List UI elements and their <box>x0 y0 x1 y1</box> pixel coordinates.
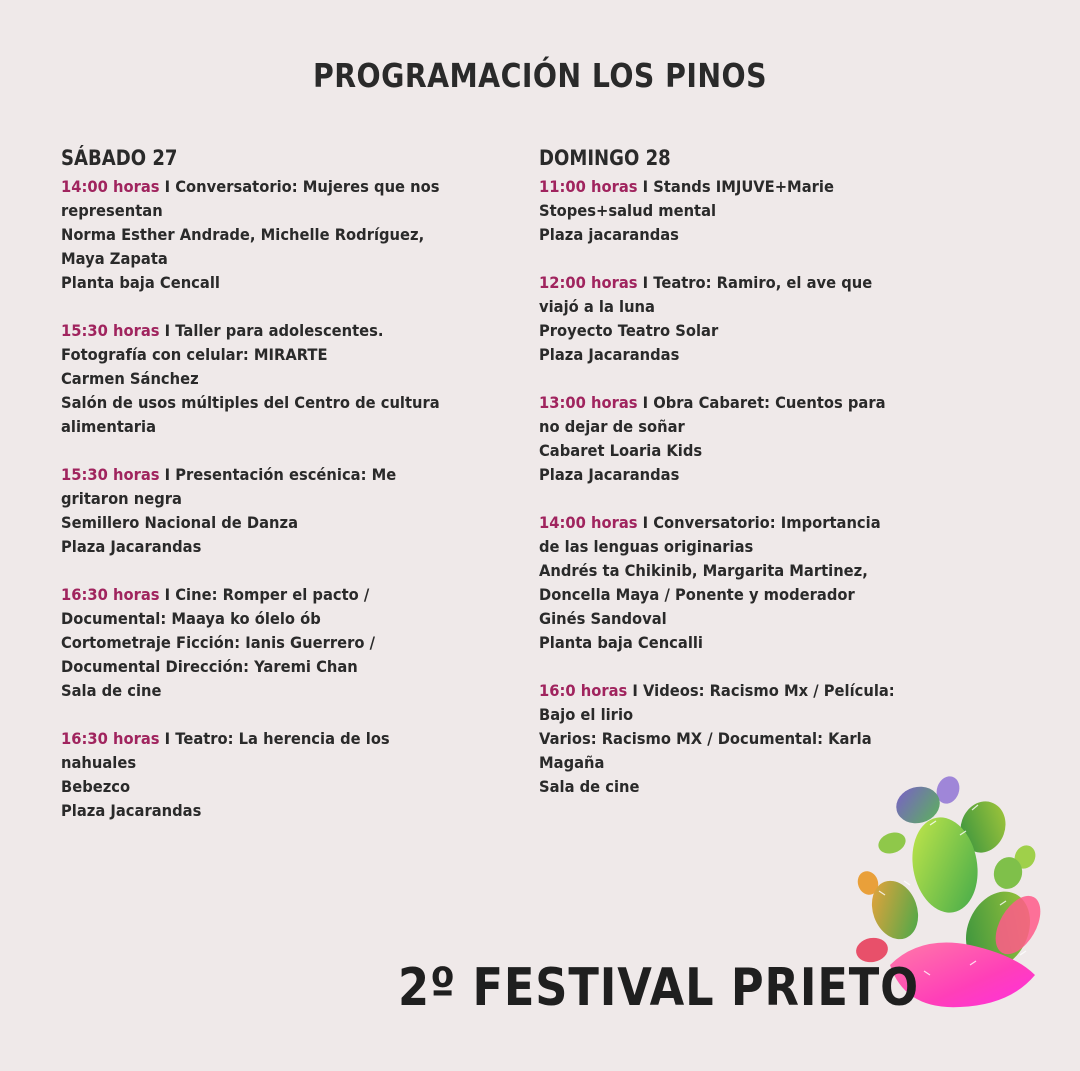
event-title-start: I Teatro: La herencia de los <box>159 729 390 748</box>
event-line: Magaña <box>539 753 605 772</box>
event-first-line <box>539 391 944 415</box>
event-line: Andrés ta Chikinib, Margarita Martinez, <box>539 561 868 580</box>
event-time: 16:30 horas <box>61 729 160 748</box>
event-title-start: I Presentación escénica: Me <box>159 465 397 484</box>
event-line: Plaza jacarandas <box>539 225 679 244</box>
event-line: Cabaret Loaria Kids <box>539 441 703 460</box>
schedule-event <box>61 583 501 703</box>
event-title-start: I Taller para adolescentes. <box>159 321 384 340</box>
event-title-start: I Videos: Racismo Mx / Película: <box>627 681 895 700</box>
schedule-event <box>61 463 501 559</box>
page-title: PROGRAMACIÓN LOS PINOS <box>313 56 767 95</box>
event-line: Varios: Racismo MX / Documental: Karla <box>539 729 872 748</box>
schedule-event <box>61 727 501 823</box>
event-first-line <box>61 319 466 343</box>
event-line: nahuales <box>61 753 137 772</box>
event-line: Stopes+salud mental <box>539 201 717 220</box>
event-first-line <box>61 175 466 199</box>
schedule-event <box>539 511 979 655</box>
event-title-start: I Stands IMJUVE+Marie <box>637 177 834 196</box>
event-first-line <box>61 463 466 487</box>
event-line: Plaza Jacarandas <box>61 537 202 556</box>
event-line: Sala de cine <box>539 777 640 796</box>
day-heading: DOMINGO 28 <box>539 146 671 170</box>
day-heading: SÁBADO 27 <box>61 146 178 170</box>
event-line: no dejar de soñar <box>539 417 685 436</box>
schedule-event <box>539 175 979 247</box>
event-line: Carmen Sánchez <box>61 369 199 388</box>
event-first-line <box>61 727 466 751</box>
event-first-line <box>539 175 944 199</box>
event-line: Proyecto Teatro Solar <box>539 321 719 340</box>
event-line: Planta baja Cencalli <box>539 633 703 652</box>
event-title-start: I Obra Cabaret: Cuentos para <box>637 393 886 412</box>
event-line: alimentaria <box>61 417 157 436</box>
event-line: Plaza Jacarandas <box>539 465 680 484</box>
event-title-start: I Cine: Romper el pacto / <box>159 585 370 604</box>
event-line: Norma Esther Andrade, Michelle Rodríguez, <box>61 225 425 244</box>
event-line: Bajo el lirio <box>539 705 634 724</box>
schedule-event <box>539 271 979 367</box>
event-line: Maya Zapata <box>61 249 168 268</box>
event-time: 12:00 horas <box>539 273 638 292</box>
event-line: Cortometraje Ficción: Ianis Guerrero / <box>61 633 375 652</box>
event-line: gritaron negra <box>61 489 182 508</box>
event-time: 13:00 horas <box>539 393 638 412</box>
event-time: 14:00 horas <box>61 177 160 196</box>
event-first-line <box>539 679 944 703</box>
event-line: Semillero Nacional de Danza <box>61 513 299 532</box>
event-first-line <box>539 271 944 295</box>
event-first-line <box>61 583 466 607</box>
event-line: Planta baja Cencall <box>61 273 220 292</box>
event-line: de las lenguas originarias <box>539 537 754 556</box>
event-line: Documental Dirección: Yaremi Chan <box>61 657 358 676</box>
event-time: 14:00 horas <box>539 513 638 532</box>
event-line: viajó a la luna <box>539 297 655 316</box>
event-time: 15:30 horas <box>61 321 160 340</box>
event-line: Salón de usos múltiples del Centro de cultura <box>61 393 440 412</box>
event-first-line <box>539 511 944 535</box>
event-time: 15:30 horas <box>61 465 160 484</box>
event-title-start: I Conversatorio: Mujeres que nos <box>159 177 440 196</box>
event-line: Doncella Maya / Ponente y moderador <box>539 585 855 604</box>
event-line: Bebezco <box>61 777 131 796</box>
event-line: Fotografía con celular: MIRARTE <box>61 345 328 364</box>
event-time: 16:30 horas <box>61 585 160 604</box>
event-title-start: I Teatro: Ramiro, el ave que <box>637 273 873 292</box>
day-column-sunday <box>539 145 979 823</box>
schedule-event <box>61 319 501 439</box>
event-title-start: I Conversatorio: Importancia <box>637 513 881 532</box>
event-line: Sala de cine <box>61 681 162 700</box>
schedule-event <box>61 175 501 295</box>
event-line: Plaza Jacarandas <box>539 345 680 364</box>
event-time: 16:0 horas <box>539 681 628 700</box>
event-line: Documental: Maaya ko ólelo ób <box>61 609 321 628</box>
schedule-event <box>539 391 979 487</box>
event-line: Ginés Sandoval <box>539 609 667 628</box>
festival-title: 2º FESTIVAL PRIETO <box>398 958 920 1018</box>
event-line: Plaza Jacarandas <box>61 801 202 820</box>
day-column-saturday <box>61 145 501 847</box>
event-time: 11:00 horas <box>539 177 638 196</box>
event-line: representan <box>61 201 163 220</box>
